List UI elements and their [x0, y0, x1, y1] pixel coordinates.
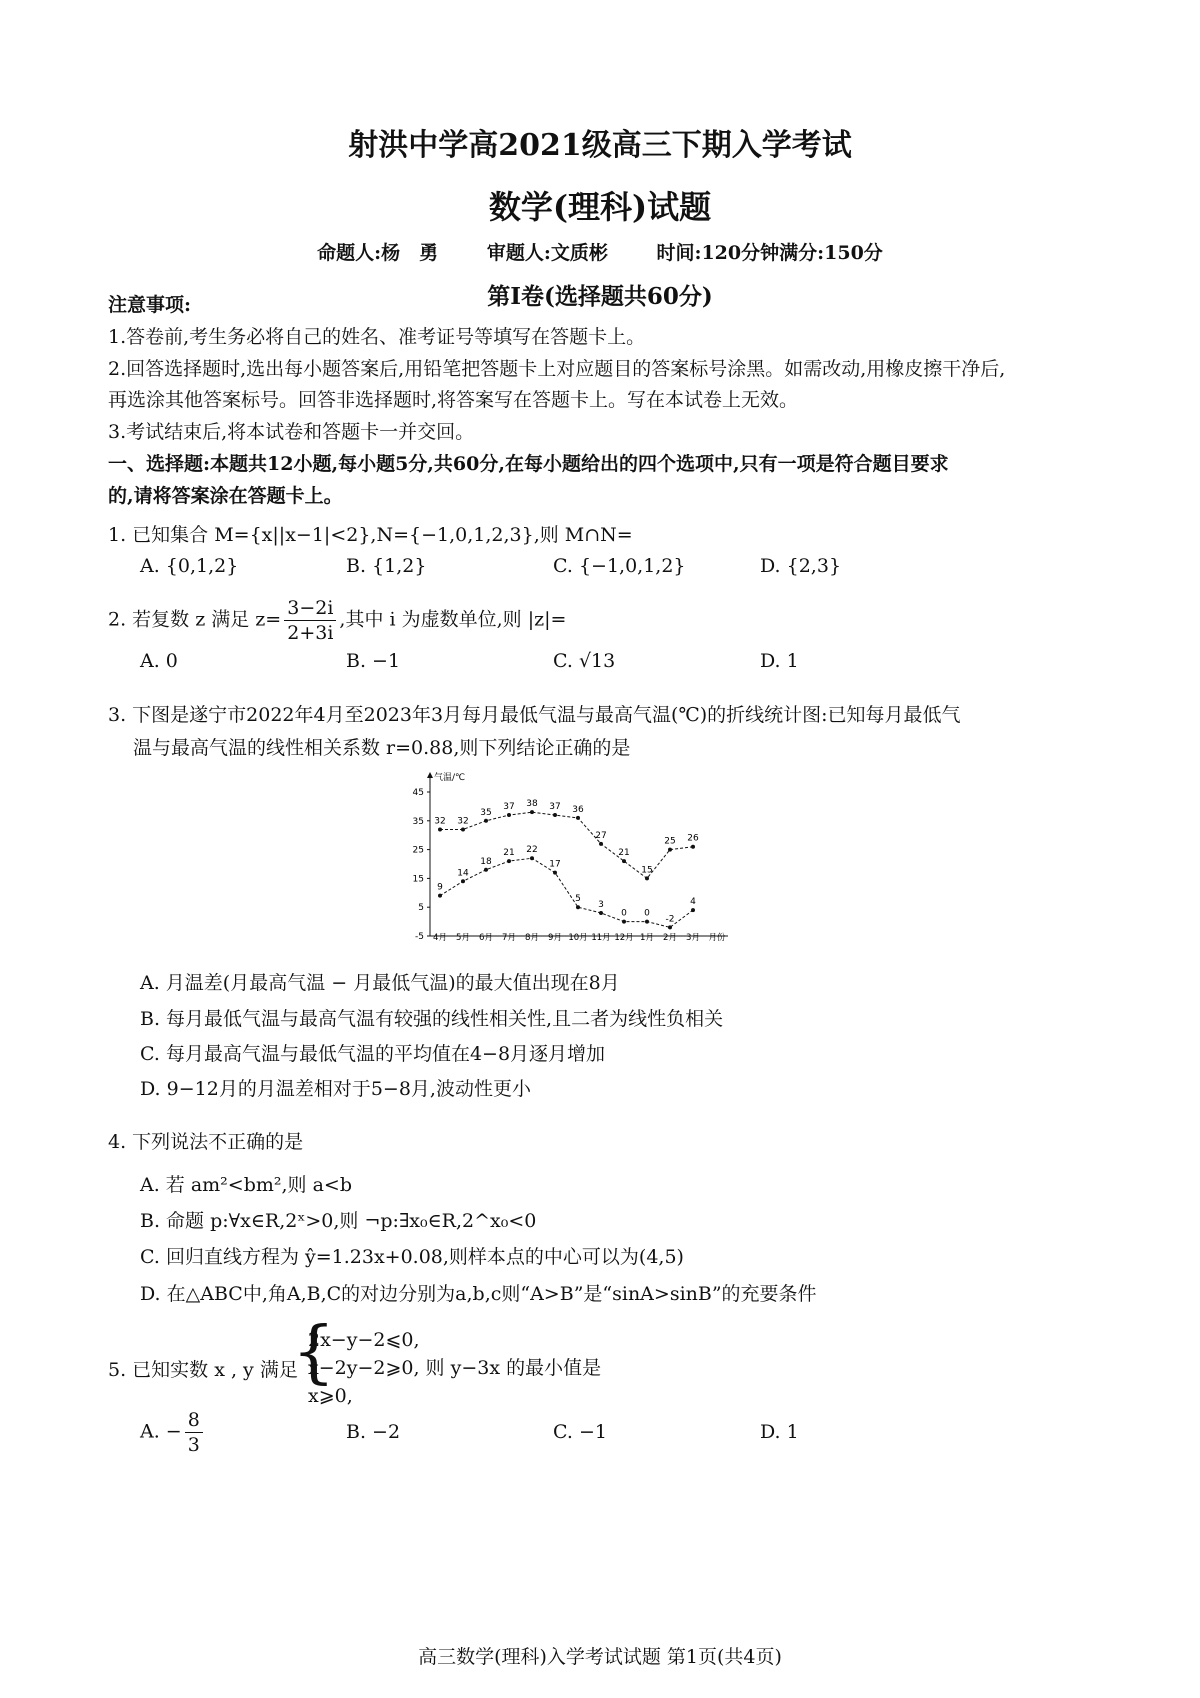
data-label: 14	[457, 868, 469, 879]
data-point	[691, 845, 695, 849]
q5-option-a-denominator: 3	[187, 1434, 200, 1456]
q5-option-a	[140, 1408, 206, 1457]
q1-option-a: A. {0,1,2}	[140, 555, 239, 577]
data-label: 22	[526, 845, 538, 856]
x-tick-label: 2月	[663, 933, 677, 943]
x-tick-label: 12月	[614, 933, 634, 943]
q1-option-c: C. {−1,0,1,2}	[553, 555, 686, 577]
x-tick-label: 8月	[525, 933, 539, 943]
q4-stem: 4. 下列说法不正确的是	[108, 1131, 304, 1153]
q5-option-a-prefix: A. −	[140, 1420, 182, 1443]
q5-option-a-numerator: 8	[185, 1408, 203, 1433]
data-point	[576, 905, 580, 909]
q4-option-a: A. 若 am²<bm²,则 a<b	[140, 1174, 353, 1196]
y-tick-label: 15	[412, 874, 424, 885]
q1-stem: 1. 已知集合 M={x||x−1|<2},N={−1,0,1,2,3},则 M∩N=	[108, 524, 633, 546]
y-tick-label: -5	[415, 932, 424, 942]
data-label: 38	[526, 799, 538, 810]
data-label: 17	[549, 859, 561, 870]
q3-stem-2: 温与最高气温的线性相关系数 r=0.88,则下列结论正确的是	[133, 737, 631, 759]
temperature-chart	[398, 768, 738, 948]
data-label: 3	[598, 899, 604, 910]
data-point	[530, 856, 534, 860]
data-point	[553, 871, 557, 875]
q5-condition-3: x⩾0,	[308, 1385, 353, 1407]
x-tick-label: 6月	[479, 933, 493, 943]
notice-item-3: 3.考试结束后,将本试卷和答题卡一并交回。	[108, 421, 475, 443]
author-label: 命题人:杨 勇	[317, 242, 439, 264]
q2-option-a: A. 0	[140, 650, 178, 672]
notice-item-2b: 再选涂其他答案标号。回答非选择题时,将答案写在答题卡上。写在本试卷上无效。	[108, 389, 799, 411]
q3-option-a: A. 月温差(月最高气温 − 月最低气温)的最大值出现在8月	[140, 972, 620, 994]
x-tick-label: 11月	[591, 933, 611, 943]
x-axis-label: 月份	[708, 933, 726, 943]
data-label: 15	[641, 865, 653, 876]
data-point	[691, 908, 695, 912]
school-title: 射洪中学高2021级高三下期入学考试	[348, 128, 852, 163]
x-tick-label: 5月	[456, 933, 470, 943]
q5-condition-2: x−2y−2⩾0, 则 y−3x 的最小值是	[308, 1357, 602, 1379]
data-point	[461, 827, 465, 831]
data-point	[553, 813, 557, 817]
volume-title: 第Ⅰ卷(选择题共60分)	[487, 283, 713, 310]
data-label: 37	[503, 802, 515, 813]
data-point	[461, 879, 465, 883]
data-point	[507, 859, 511, 863]
reviewer-label: 审题人:文质彬	[486, 242, 608, 264]
series-line-1	[440, 812, 693, 878]
q1-option-d: D. {2,3}	[760, 555, 842, 577]
data-label: -2	[665, 914, 675, 925]
data-point	[438, 894, 442, 898]
data-label: 21	[618, 848, 630, 859]
data-label: 32	[434, 816, 446, 827]
q4-option-b: B. 命题 p:∀x∈R,2ˣ>0,则 ¬p:∃x₀∈R,2^x₀<0	[140, 1210, 537, 1232]
data-point	[599, 842, 603, 846]
q2-fraction	[284, 596, 336, 645]
data-point	[599, 911, 603, 915]
data-point	[622, 859, 626, 863]
q2-option-c: C. √13	[553, 650, 616, 672]
section1-line1: 一、选择题:本题共12小题,每小题5分,共60分,在每小题给出的四个选项中,只有一项是符合题目要求	[108, 453, 949, 475]
data-point	[645, 920, 649, 924]
q2-denominator: 2+3i	[287, 622, 334, 644]
data-label: 0	[644, 908, 650, 919]
data-point	[530, 810, 534, 814]
data-label: 5	[575, 894, 581, 905]
q4-option-d: D. 在△ABC中,角A,B,C的对边分别为a,b,c则“A>B”是“sinA>sinB”的充要条件	[140, 1283, 817, 1305]
q5-option-d: D. 1	[760, 1421, 799, 1443]
q2-option-b: B. −1	[346, 650, 401, 672]
data-label: 21	[503, 848, 515, 859]
y-tick-label: 5	[418, 903, 424, 914]
page-footer: 高三数学(理科)入学考试试题 第1页(共4页)	[418, 1646, 782, 1668]
x-tick-label: 4月	[433, 933, 447, 943]
data-point	[484, 868, 488, 872]
data-point	[668, 925, 672, 929]
data-point	[668, 848, 672, 852]
data-label: 25	[664, 836, 676, 847]
q4-option-c: C. 回归直线方程为 ŷ=1.23x+0.08,则样本点的中心可以为(4,5)	[140, 1246, 684, 1268]
subject-title: 数学(理科)试题	[488, 188, 712, 226]
notice-heading: 注意事项:	[108, 294, 192, 316]
q2-stem	[108, 596, 566, 645]
x-tick-label: 1月	[640, 933, 654, 943]
x-tick-label: 9月	[548, 933, 562, 943]
q5-option-a-fraction	[185, 1408, 203, 1457]
data-label: 0	[621, 908, 627, 919]
q2-numerator: 3−2i	[284, 596, 336, 621]
data-label: 27	[595, 830, 607, 841]
q5-constraint-system	[292, 1313, 672, 1413]
time-label: 时间:120分钟满分:150分	[656, 242, 883, 264]
q2-option-d: D. 1	[760, 650, 799, 672]
notice-item-2a: 2.回答选择题时,选出每小题答案后,用铅笔把答题卡上对应题目的答案标号涂黑。如需改动,用橡皮擦干净后,	[108, 358, 1006, 380]
notice-item-1: 1.答卷前,考生务必将自己的姓名、准考证号等填写在答题卡上。	[108, 326, 646, 348]
data-point	[438, 827, 442, 831]
data-point	[507, 813, 511, 817]
data-label: 37	[549, 802, 561, 813]
data-point	[622, 920, 626, 924]
y-tick-label: 45	[412, 788, 424, 798]
q3-option-d: D. 9−12月的月温差相对于5−8月,波动性更小	[140, 1078, 531, 1100]
section1-line2: 的,请将答案涂在答题卡上。	[108, 485, 343, 507]
y-tick-label: 35	[412, 816, 424, 827]
x-tick-label: 3月	[686, 933, 700, 943]
data-label: 36	[572, 804, 584, 815]
q1-option-b: B. {1,2}	[346, 555, 427, 577]
q2-stem-post: ,其中 i 为虚数单位,则 |z|=	[339, 608, 567, 631]
q3-stem-1: 3. 下图是遂宁市2022年4月至2023年3月每月最低气温与最高气温(℃)的折线统计图:已知每月最低气	[108, 704, 961, 726]
q5-brace: {	[292, 1313, 336, 1392]
data-label: 32	[457, 816, 469, 827]
q3-option-b: B. 每月最低气温与最高气温有较强的线性相关性,且二者为线性负相关	[140, 1008, 724, 1030]
exam-meta	[0, 238, 1200, 265]
data-label: 35	[480, 807, 492, 818]
data-label: 26	[687, 833, 699, 844]
q5-condition-1: 2x−y−2⩽0,	[308, 1329, 420, 1351]
q5-stem-pre: 5. 已知实数 x , y 满足	[108, 1359, 298, 1381]
x-tick-label: 10月	[568, 933, 588, 943]
q5-option-c: C. −1	[553, 1421, 607, 1443]
q5-option-b: B. −2	[346, 1421, 401, 1443]
data-label: 9	[437, 882, 443, 893]
y-tick-label: 25	[412, 845, 424, 856]
q3-option-c: C. 每月最高气温与最低气温的平均值在4−8月逐月增加	[140, 1043, 606, 1065]
y-axis-label: 气温/℃	[434, 773, 466, 783]
data-label: 18	[480, 856, 492, 867]
data-point	[484, 819, 488, 823]
data-label: 4	[690, 897, 696, 908]
data-point	[576, 816, 580, 820]
data-point	[645, 876, 649, 880]
y-axis-arrow	[427, 772, 433, 778]
q2-stem-pre: 2. 若复数 z 满足 z=	[108, 608, 282, 631]
x-tick-label: 7月	[502, 933, 516, 943]
